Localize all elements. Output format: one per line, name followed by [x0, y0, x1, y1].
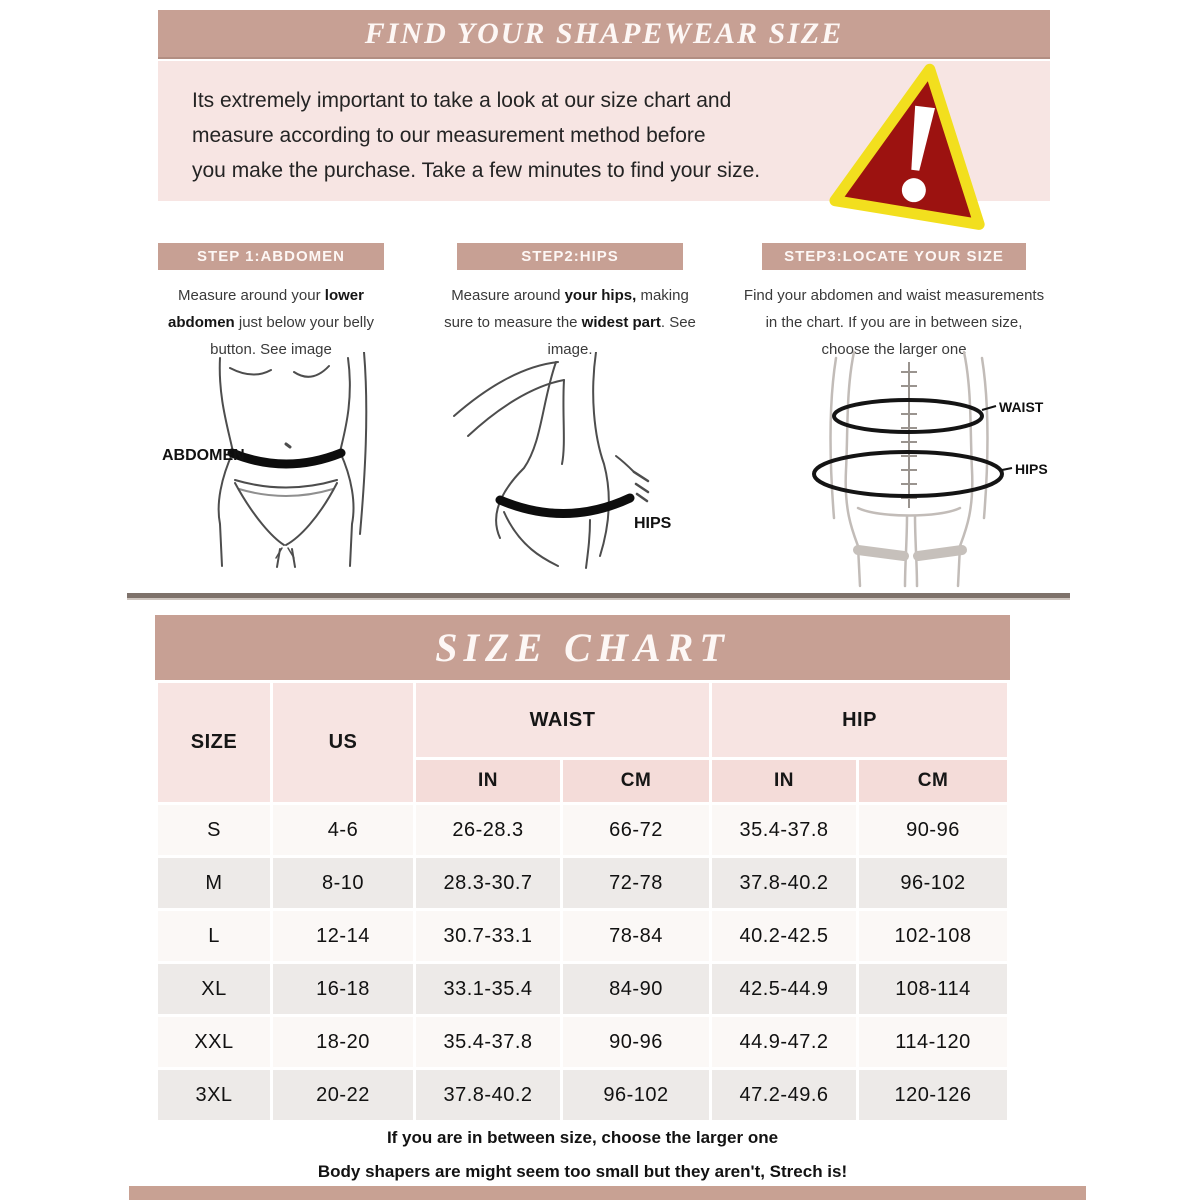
col-header-hip: HIP: [712, 683, 1007, 757]
cell-waist-in: 37.8-40.2: [416, 1070, 560, 1120]
cell-waist-cm: 72-78: [563, 858, 709, 908]
col-header-waist: WAIST: [416, 683, 709, 757]
col-header-us: US: [273, 683, 413, 802]
cell-waist-cm: 78-84: [563, 911, 709, 961]
table-row: [158, 858, 1007, 908]
section-divider: [127, 593, 1070, 600]
hips-measure-illustration: [438, 352, 700, 570]
cell-hip-in: 37.8-40.2: [712, 858, 856, 908]
step-2-header: STEP2:HIPS: [457, 243, 683, 270]
cell-hip-in: 47.2-49.6: [712, 1070, 856, 1120]
hips-figure-label: HIPS: [1015, 461, 1048, 477]
cell-us: 8-10: [273, 858, 413, 908]
waist-figure-label: WAIST: [999, 399, 1044, 415]
cell-size: M: [158, 858, 270, 908]
step-1-description: Measure around your lower abdomen just below your belly button. See image: [168, 287, 374, 358]
cell-waist-in: 26-28.3: [416, 805, 560, 855]
table-row: [158, 911, 1007, 961]
cell-hip-cm: 90-96: [859, 805, 1007, 855]
hips-figure-label: HIPS: [634, 515, 672, 532]
cell-waist-in: 28.3-30.7: [416, 858, 560, 908]
cell-size: L: [158, 911, 270, 961]
cell-hip-cm: 114-120: [859, 1017, 1007, 1067]
table-row: [158, 805, 1007, 855]
cell-hip-cm: 96-102: [859, 858, 1007, 908]
page-title: FIND YOUR SHAPEWEAR SIZE: [364, 16, 844, 50]
size-chart-table: [155, 680, 1010, 1123]
size-chart-title: SIZE CHART: [435, 625, 730, 670]
locate-size-illustration: [768, 348, 1054, 588]
cell-waist-in: 35.4-37.8: [416, 1017, 560, 1067]
cell-us: 20-22: [273, 1070, 413, 1120]
step-1-header: STEP 1:ABDOMEN: [158, 243, 384, 270]
abdomen-measure-illustration: [158, 352, 410, 570]
col-header-waist-in: IN: [416, 760, 560, 802]
cell-hip-in: 42.5-44.9: [712, 964, 856, 1014]
abdomen-figure-label: ABDOMEN: [162, 447, 245, 464]
cell-hip-in: 35.4-37.8: [712, 805, 856, 855]
cell-waist-cm: 90-96: [563, 1017, 709, 1067]
table-row: [158, 964, 1007, 1014]
cell-waist-cm: 96-102: [563, 1070, 709, 1120]
top-title-band: [158, 10, 1050, 59]
intro-line: you make the purchase. Take a few minutes to find your size.: [192, 159, 761, 182]
cell-waist-cm: 66-72: [563, 805, 709, 855]
step-3-column: [740, 243, 1048, 363]
cell-waist-in: 33.1-35.4: [416, 964, 560, 1014]
cell-us: 4-6: [273, 805, 413, 855]
col-header-waist-cm: CM: [563, 760, 709, 802]
cell-waist-cm: 84-90: [563, 964, 709, 1014]
step-2-column: [444, 243, 696, 363]
col-header-hip-in: IN: [712, 760, 856, 802]
step-1-column: [145, 243, 397, 363]
col-header-hip-cm: CM: [859, 760, 1007, 802]
cell-size: S: [158, 805, 270, 855]
col-header-size: SIZE: [158, 683, 270, 802]
footer-note-stretch: Body shapers are might seem too small but they aren't, Strech is!: [317, 1162, 848, 1181]
cell-hip-in: 40.2-42.5: [712, 911, 856, 961]
intro-text: [192, 83, 760, 188]
cell-size: 3XL: [158, 1070, 270, 1120]
cell-us: 18-20: [273, 1017, 413, 1067]
warning-icon: [820, 58, 1015, 234]
size-chart-title-band: [155, 615, 1010, 680]
intro-line: measure according to our measurement method before: [192, 124, 706, 147]
cell-size: XXL: [158, 1017, 270, 1067]
table-row: [158, 1017, 1007, 1067]
cell-hip-cm: 120-126: [859, 1070, 1007, 1120]
cell-waist-in: 30.7-33.1: [416, 911, 560, 961]
cell-size: XL: [158, 964, 270, 1014]
cell-hip-cm: 102-108: [859, 911, 1007, 961]
cell-hip-in: 44.9-47.2: [712, 1017, 856, 1067]
table-row: [158, 1070, 1007, 1120]
intro-line: Its extremely important to take a look at our size chart and: [192, 89, 732, 112]
step-2-description: Measure around your hips, making sure to measure the widest part. See image.: [444, 287, 696, 358]
cell-us: 16-18: [273, 964, 413, 1014]
cell-us: 12-14: [273, 911, 413, 961]
cell-hip-cm: 108-114: [859, 964, 1007, 1014]
step-3-description: Find your abdomen and waist measurements in the chart. If you are in between size, choose the larger one: [743, 287, 1045, 358]
footer-note-between-sizes: If you are in between size, choose the larger one: [386, 1128, 779, 1147]
step-3-header: STEP3:LOCATE YOUR SIZE: [762, 243, 1026, 270]
bottom-band: [129, 1186, 1086, 1200]
